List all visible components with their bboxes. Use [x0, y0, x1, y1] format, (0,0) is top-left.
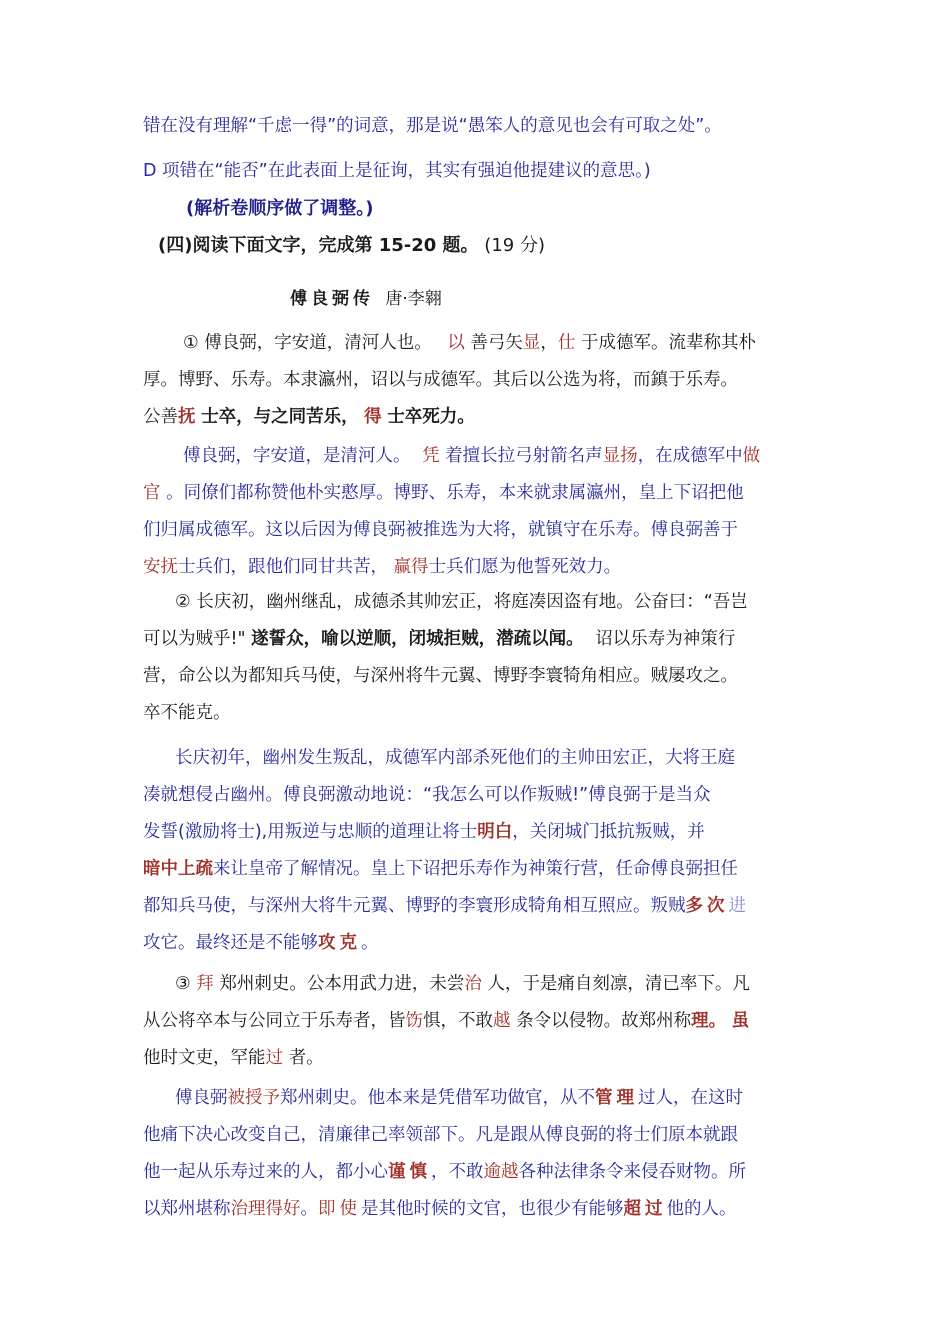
- text-line: ② 长庆初，幽州继乱，成德杀其帅宏正，将庭凑因盗有地。公奋曰：“吾岂: [175, 592, 748, 612]
- p3-translation: [143, 1080, 803, 1228]
- text-run: 都知兵马使，与深州大将牛元翼、博野的李寰形成犄角相互照应。叛贼: [143, 896, 686, 916]
- text-run: 郑州刺史。他本来是凭借军功做官，从不: [280, 1088, 595, 1108]
- keyword: 治: [464, 974, 482, 994]
- text-run: 条令以侵物。故郑州称: [516, 1011, 692, 1031]
- text-line: 卒不能克。: [143, 703, 231, 723]
- note-text: (解析卷顺序做了调整。): [186, 198, 374, 219]
- text-run: 他一起从乐寿过来的人，都小心: [143, 1162, 388, 1182]
- keyword: 明白: [477, 822, 513, 842]
- text-run: 着擅长拉弓射箭名声: [445, 446, 603, 466]
- keyword: 抚: [178, 407, 196, 427]
- keyword: 攻克: [318, 933, 361, 953]
- text-run: 诏以乐寿为神策行: [595, 629, 736, 649]
- p2-translation: [143, 740, 803, 962]
- explanation-tail: [143, 108, 803, 190]
- text-run: 公善: [143, 407, 178, 427]
- keyword: 多次: [685, 896, 729, 916]
- keyword: 以: [447, 333, 465, 353]
- text-run: 遂誓众，喻以逆顺，闭城拒贼，潜疏以闻。: [251, 629, 584, 649]
- keyword: 凭: [422, 446, 440, 466]
- text-run: 士卒，与之同苦乐，: [201, 407, 359, 427]
- text-line: 们归属成德军。这以后因为傅良弼被推选为大将，就镇守在乐寿。傅良弼善于: [143, 520, 738, 540]
- text-run: 他时文吏，罕能: [143, 1048, 266, 1068]
- text-run: 过人，在这时: [638, 1088, 743, 1108]
- keyword: 谨慎: [388, 1162, 431, 1182]
- keyword: 显扬: [602, 446, 638, 466]
- keyword: 理。: [691, 1011, 727, 1031]
- text-run: 惧，不敢: [423, 1011, 493, 1031]
- keyword: 显: [522, 333, 541, 353]
- keyword: 即使: [318, 1199, 361, 1219]
- text-run: 士卒死力。: [387, 407, 475, 427]
- keyword: 逾越: [483, 1162, 519, 1182]
- keyword: 仕: [557, 333, 576, 353]
- keyword: 管理: [595, 1088, 638, 1108]
- text-run: 于成德军。流辈称其朴: [581, 333, 756, 353]
- text-run: 各种法律条令来侵吞财物。所: [518, 1162, 746, 1182]
- keyword: 暗中上疏: [143, 859, 213, 879]
- keyword: 被授予: [227, 1088, 280, 1108]
- text-run: 。: [300, 1199, 318, 1219]
- text-run: ③: [175, 974, 191, 994]
- text-run: ，不敢: [431, 1162, 484, 1182]
- keyword: 得: [364, 407, 382, 427]
- text-run: 郑州刺史。公本用武力进，未尝: [219, 974, 465, 994]
- text-run: 士兵们，跟他们同甘共苦，: [178, 557, 388, 577]
- article-author: 唐·李翱: [385, 289, 442, 309]
- text-run: 。: [361, 933, 379, 953]
- keyword: 过: [265, 1048, 283, 1068]
- text-run: 他的人。: [666, 1199, 737, 1219]
- article-title: 傅良弼传: [290, 289, 374, 309]
- p2-original: [143, 584, 803, 732]
- section-title: (四)阅读下面文字，完成第 15-20 题。: [158, 235, 479, 256]
- text-run: ，: [540, 333, 558, 353]
- text-run: 来让皇帝了解情况。皇上下诏把乐寿作为神策行营，任命傅良弼担任: [213, 859, 738, 879]
- keyword: 安抚: [143, 557, 178, 577]
- p1-translation: [143, 438, 803, 586]
- text-run: 以郑州堪称: [143, 1199, 231, 1219]
- text-run: ，在成德军中: [637, 446, 743, 466]
- keyword: 官: [143, 483, 161, 503]
- keyword: 治理得好: [230, 1199, 301, 1219]
- text-line: D 项错在“能否”在此表面上是征询，其实有强迫他提建议的意思。): [143, 161, 651, 181]
- text-run: 是其他时候的文官，也很少有能够: [361, 1199, 624, 1219]
- text-line: 他痛下决心改变自己，清廉律己率领部下。凡是跟从傅良弼的将士们原本就跟: [143, 1125, 738, 1145]
- text-line: 凑就想侵占幽州。傅良弼激动地说：“我怎么可以作叛贼!”傅良弼于是当众: [143, 785, 711, 805]
- text-run: 人，于是痛自刻凛，清已率下。凡: [487, 974, 750, 994]
- keyword: 拜: [196, 974, 214, 994]
- text-run: 进: [728, 896, 746, 916]
- keyword: 虽: [731, 1011, 750, 1031]
- text-line: 错在没有理解“千虑一得”的词意，那是说“愚笨人的意见也会有可取之处”。: [143, 116, 722, 136]
- text-line: 营，命公以为都知兵马使，与深州将牛元翼、博野李寰犄角相应。贼屡攻之。: [143, 666, 738, 686]
- text-run: 可以为贼乎!": [143, 629, 246, 649]
- keyword: 做: [742, 446, 761, 466]
- text-run: 善弓矢: [470, 333, 523, 353]
- keyword: 饬: [405, 1011, 423, 1031]
- keyword: 越: [493, 1011, 511, 1031]
- section-heading: [158, 227, 818, 264]
- keyword: 赢得: [393, 557, 429, 577]
- adjustment-note: [186, 190, 846, 227]
- text-run: ① 傅良弼，字安道，清河人也。: [183, 333, 432, 353]
- text-run: 发誓(激励将士),用叛逆与忠顺的道理让将士: [143, 822, 478, 842]
- keyword: 超过: [623, 1199, 667, 1219]
- text-run: 攻它。最终还是不能够: [143, 933, 318, 953]
- text-run: 傅良弼，字安道，是清河人。: [183, 446, 411, 466]
- text-line: 厚。博野、乐寿。本隶瀛州，诏以与成德军。其后以公选为将，而鎮于乐寿。: [143, 370, 738, 390]
- text-line: 长庆初年，幽州发生叛乱，成德军内部杀死他们的主帅田宏正，大将王庭: [175, 748, 735, 768]
- text-run: 士兵们愿为他誓死效力。: [428, 557, 622, 577]
- section-score: (19 分): [484, 235, 545, 256]
- text-run: 者。: [288, 1048, 324, 1068]
- p1-original: [143, 325, 803, 436]
- text-run: 傅良弼: [175, 1088, 228, 1108]
- text-run: ，关闭城门抵抗叛贼，并: [512, 822, 705, 842]
- text-run: 从公将卒本与公同立于乐寿者，皆: [143, 1011, 406, 1031]
- p3-original: [143, 966, 803, 1077]
- text-run: 。同僚们都称赞他朴实憨厚。博野、乐寿，本来就隶属瀛州，皇上下诏把他: [166, 483, 744, 503]
- article-header: [290, 281, 950, 318]
